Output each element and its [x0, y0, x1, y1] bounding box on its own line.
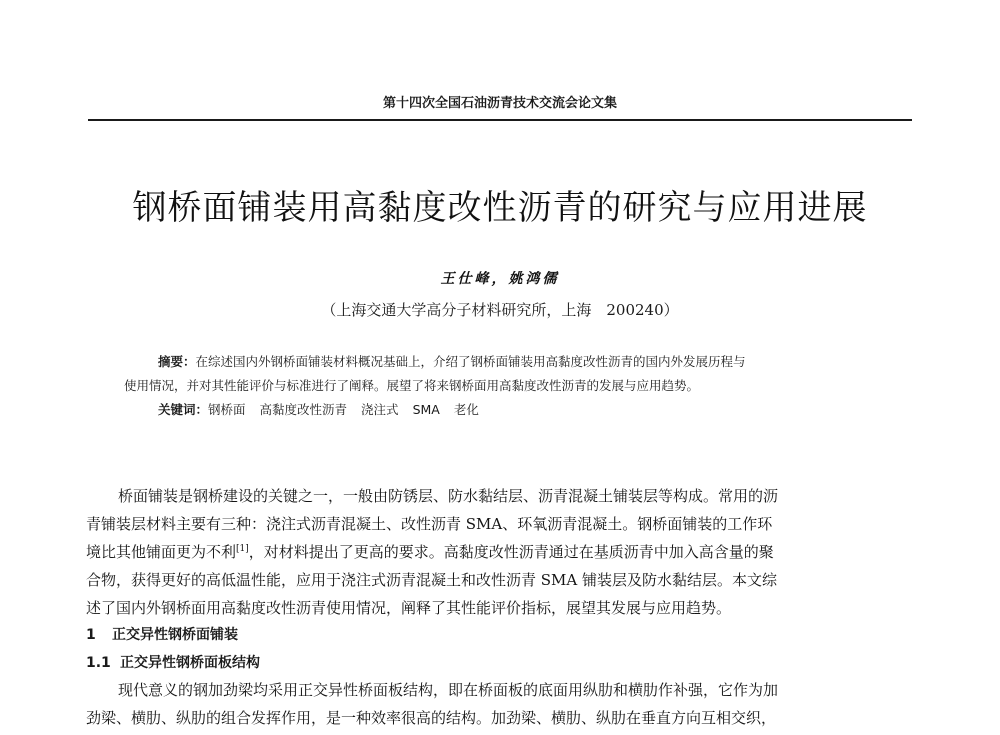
keyword: 高黏度改性沥青: [259, 402, 348, 417]
abstract-label: 摘要：: [158, 354, 196, 369]
section-title: 正交异性钢桥面板结构: [120, 655, 260, 671]
abstract-line-1: [124, 350, 884, 374]
section-number: 1: [86, 627, 96, 643]
section-number: 1.1: [86, 655, 111, 671]
citation-ref[interactable]: [1]: [236, 544, 249, 554]
body-line: 合物，获得更好的高低温性能，应用于浇注式沥青混凝土和改性沥青 SMA 铺装层及防水黏结层。本文综: [86, 571, 778, 589]
section-heading-1-1: [86, 652, 260, 672]
keyword: 钢桥面: [208, 402, 246, 417]
keyword: 浇注式: [361, 402, 399, 417]
header-rule: [88, 119, 912, 121]
body-text: 境比其他铺面更为不利: [86, 543, 237, 561]
body-line: [86, 538, 916, 566]
abstract-block: [124, 350, 884, 422]
abstract-line-2: 使用情况，并对其性能评价与标准进行了阐释。展望了将来钢桥面用高黏度改性沥青的发展与应用趋势。: [124, 378, 700, 393]
section-1-1-paragraph: [86, 676, 916, 732]
intro-paragraph: [86, 482, 916, 622]
body-line: 青铺装层材料主要有三种：浇注式沥青混凝土、改性沥青 SMA、环氧沥青混凝土。钢桥面铺装的工作环: [86, 515, 773, 533]
body-line: 劲梁、横肋、纵肋的组合发挥作用，是一种效率很高的结构。加劲梁、横肋、纵肋在垂直方向互相交织，: [86, 709, 777, 727]
affiliation: （上海交通大学高分子材料研究所，上海 200240）: [321, 301, 679, 319]
keyword: 老化: [453, 402, 479, 417]
keywords-label: 关键词：: [158, 402, 209, 417]
running-header: 第十四次全国石油沥青技术交流会论文集: [382, 96, 617, 111]
body-line: 述了国内外钢桥面用高黏度改性沥青使用情况，阐释了其性能评价指标，展望其发展与应用趋势。: [86, 599, 732, 617]
section-title: 正交异性钢桥面铺装: [112, 627, 238, 643]
body-line: 桥面铺装是钢桥建设的关键之一，一般由防锈层、防水黏结层、沥青混凝土铺装层等构成。常用的沥: [118, 487, 779, 505]
body-line: 现代意义的钢加劲梁均采用正交异性桥面板结构，即在桥面板的底面用纵肋和横肋作补强，它作为加: [118, 681, 779, 699]
body-text: ，对材料提出了更高的要求。高黏度改性沥青通过在基质沥青中加入高含量的聚: [248, 543, 774, 561]
section-heading-1: [86, 624, 238, 644]
keyword: SMA: [412, 402, 440, 417]
authors: 王仕峰，姚鸿儒: [440, 271, 560, 287]
keywords-line: [124, 398, 884, 422]
abstract-text-1: 在综述国内外钢桥面铺装材料概况基础上，介绍了钢桥面铺装用高黏度改性沥青的国内外发展历程与: [195, 354, 746, 369]
paper-title: 钢桥面铺装用高黏度改性沥青的研究与应用进展: [132, 188, 868, 228]
